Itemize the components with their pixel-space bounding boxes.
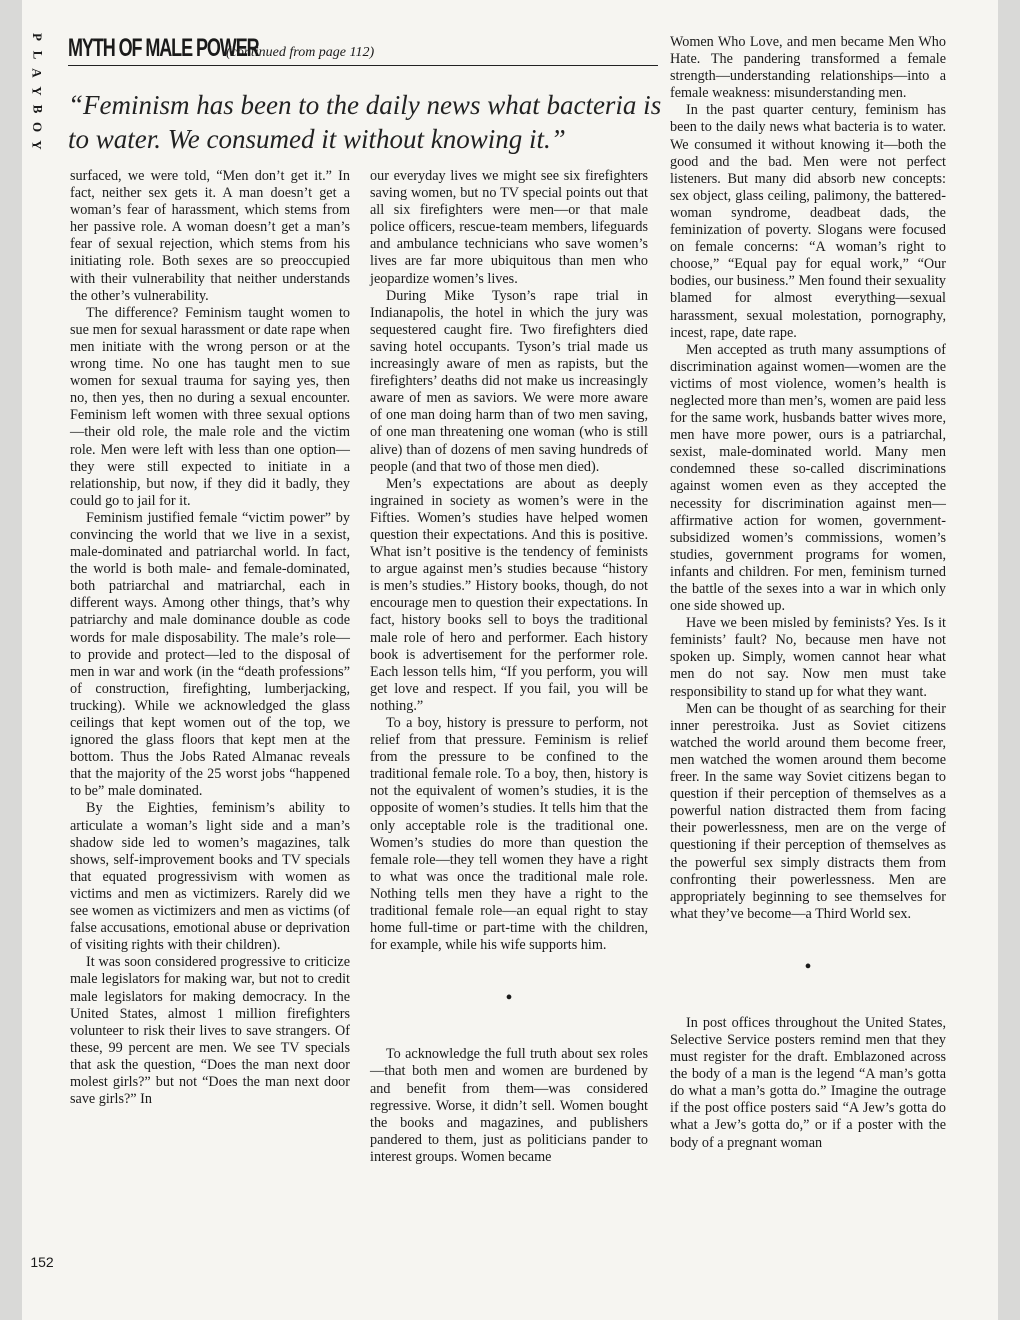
header-rule — [68, 65, 658, 66]
paragraph: surfaced, we were told, “Men don’t get it.” In fact, neither sex gets it. A man doesn’t get a woman’s fear of harassment, which stems from her passive role. A woman doesn’t get a man’s fear of sexual rejection, which stems from his initiating role. Both sexes are so preoccupied with their vulnerability that neither understands the other’s vulnerability. — [70, 168, 350, 304]
masthead-letter: P — [29, 33, 45, 41]
paragraph: To a boy, history is pressure to perform, not relief from that pressure. Feminism is relief from the pressure to be confined to the traditional female role. To a boy, then, history is not the equivalent of women’s studies, it is the opposite of women’s studies. It tells him that the only acceptable role is the traditional one. Women’s studies do more than question the female role—they tell women they have a right to what was once the traditional male role. Nothing tells men they have a right to the traditional female role—an equal right to stay home full-time or part-time with the children, for example, while his wife supports him. — [370, 715, 648, 954]
continued-note: (continued from page 112) — [226, 45, 375, 60]
paragraph: It was soon considered progressive to criticize male legislators for making war, but not to credit male legislators for making democracy. In the United States, almost 1 million firefighters volunteer to risk their lives to save strangers. Of these, 99 percent are men. We see TV specials that ask the question, “Does the man next door molest girls?” but not “Does the man next door save girls?” In — [70, 954, 350, 1108]
section-break-bullet: • — [505, 987, 513, 1010]
section-name: MYTH OF MALE POWER — [68, 34, 259, 62]
vertical-masthead — [22, 28, 52, 154]
masthead-letter: Y — [29, 86, 45, 96]
column-1 — [70, 168, 350, 1108]
masthead-letter: A — [29, 68, 45, 78]
paragraph: our everyday lives we might see six firefighters saving women, but no TV special points out that all six firefighters were men—or that male police officers, rescue-team members, lifeguards and ambulance technicians who save women’s lives are far more ubiquitous than men who jeopardize women’s lives. — [370, 168, 648, 287]
paragraph: By the Eighties, feminism’s ability to articulate a woman’s light side and a man’s shadow side led to women’s magazines, talk shows, self-improvement books and TV specials that equated progressivism with women as victims and men as victimizers. Rarely did we see women as victimizers and men as victims (of false accusations, emotional abuse or deprivation of visiting rights with their children). — [70, 800, 350, 954]
paragraph: In post offices throughout the United States, Selective Service posters remind men that they must register for the draft. Emblazoned across the body of a man is the legend “A man’s gotta do what a man’s gotta do.” Imagine the outrage if the post office posters said “A Jew’s gotta do what a Jew’s gotta do,” or if a poster with the body of a pregnant woman — [670, 1014, 946, 1151]
paragraph: Men’s expectations are about as deeply ingrained in society as women’s were in the Fifties. Women’s studies have helped women question their expectations. And this is positive. What isn’t positive is the tendency of feminists to argue against men’s studies because “history is men’s studies.” History books, though, do not encourage men to question their expectations. In fact, history books sell to boys the traditional male role of hero and performer. Each history book is advertisement for the performer role. Each lesson tells him, “If you perform, you will get love and respect. If you fail, you will be nothing.” — [370, 475, 648, 714]
paragraph: The difference? Feminism taught women to sue men for sexual harassment or date rape when men initiate with the wrong person or at the wrong time. No one has taught men to sue women for sexual trauma for saying yes, then no, then yes, then no during a sexual encounter. Feminism left women with three sexual options—their old role, the male role and the victim role. Men were left with less than one option—they were still expected to initiate in a relationship, but now, if they did it badly, they could go to jail for it. — [70, 304, 350, 509]
section-break-bullet: • — [804, 955, 812, 978]
paragraph: Feminism justified female “victim power” by convincing the world that we live in a sexist, male-dominated and patriarchal world. In fact, the world is both male- and female-dominated, both patriarchal and matriarchal, each in different ways. Among other things, that’s why patriarchy and male dominance double as code words for male disposability. The male’s role—to provide and protect—led to the disposal of men in war and work (in the “death professions” of construction, firefighting, lumberjacking, trucking). While we acknowledged the glass ceilings that kept women out of the top, we ignored the glass floors that kept men at the bottom. Thus the Jobs Rated Almanac reveals that the majority of the 25 worst jobs “happened to be” male dominated. — [70, 509, 350, 800]
masthead-letter: B — [29, 104, 45, 114]
column-2 — [370, 168, 648, 1166]
paragraph: Men can be thought of as searching for their inner perestroika. Just as Soviet citizens watched the world around them become freer, men watched the women around them become freer. In the same way Soviet citizens began to question if their perception of themselves as a powerful nation distracted them from facing their powerlessness, men are on the verge of questioning if their perception of themselves as the powerful sex simply distracts them from confronting their powerlessness. Men are appropriately beginning to see themselves for what they’ve become—a Third World sex. — [670, 700, 946, 922]
magazine-page — [22, 0, 998, 1320]
paragraph: Women Who Love, and men became Men Who Hate. The pandering transformed a female strength—understanding relationships—into a female weakness: misunderstanding men. — [670, 34, 946, 102]
paragraph: During Mike Tyson’s rape trial in Indianapolis, the hotel in which the jury was sequestered caught fire. Two firefighters died saving hotel occupants. Tyson’s trial made us increasingly aware of men as rapists, but the firefighters’ deaths did not make us increasingly aware of men as saviors. We were more aware of one man doing harm than of two men saving, of one man threatening one woman (who is still alive) than of dozens of men saving hundreds of people (and that two of those men died). — [370, 287, 648, 475]
paragraph: Have we been misled by feminists? Yes. Is it feminists’ fault? No, because men have not spoken up. Simply, women cannot hear what men do not say. Now men must take responsibility to stand up for what they want. — [670, 615, 946, 700]
masthead-letter: Y — [29, 140, 45, 150]
masthead-letter: O — [30, 121, 45, 133]
paragraph: In the past quarter century, feminism has been to the daily news what bacteria is to water. We consumed it without knowing it—both the good and the bad. Men were not perfect listeners. But many did absorb new concepts: sex object, glass ceiling, palimony, the battered-woman syndrome, deadbeat dads, the feminization of poverty. Slogans were focused on female concerns: “A woman’s right to choose,” “Equal pay for equal work,” “Our bodies, our business.” Men found their sexuality blamed for almost everything—sexual harassment, sexual molestation, pornography, incest, rape, date rape. — [670, 102, 946, 341]
paragraph: To acknowledge the full truth about sex roles—that both men and women are burdened by and benefit from them—was considered regressive. Worse, it didn’t sell. Women bought the books and magazines, and publishers pandered to them, just as politicians pander to interest groups. Women became — [370, 1046, 648, 1165]
masthead-letter: L — [29, 50, 45, 60]
pull-quote: “Feminism has been to the daily news what bacteria is to water. We consumed it without knowing it.” — [68, 90, 662, 154]
page-number: 152 — [30, 1254, 54, 1270]
paragraph: Men accepted as truth many assumptions of discrimination against women—women are the victims of most violence, women’s health is neglected more than men’s, women are paid less for the same work, husbands batter wives more, men have more power, ours is a patriarchal, sexist, male-dominated world. Many men condemned these so-called discriminations against women even as they accepted the necessity for discrimination against men—affirmative action for women, government-subsidized women’s commissions, women’s studies, government programs for women, infants and children. For men, feminism turned the battle of the sexes into a war in which only one side showed up. — [670, 341, 946, 615]
article-header — [68, 34, 658, 66]
column-3 — [670, 34, 946, 1152]
